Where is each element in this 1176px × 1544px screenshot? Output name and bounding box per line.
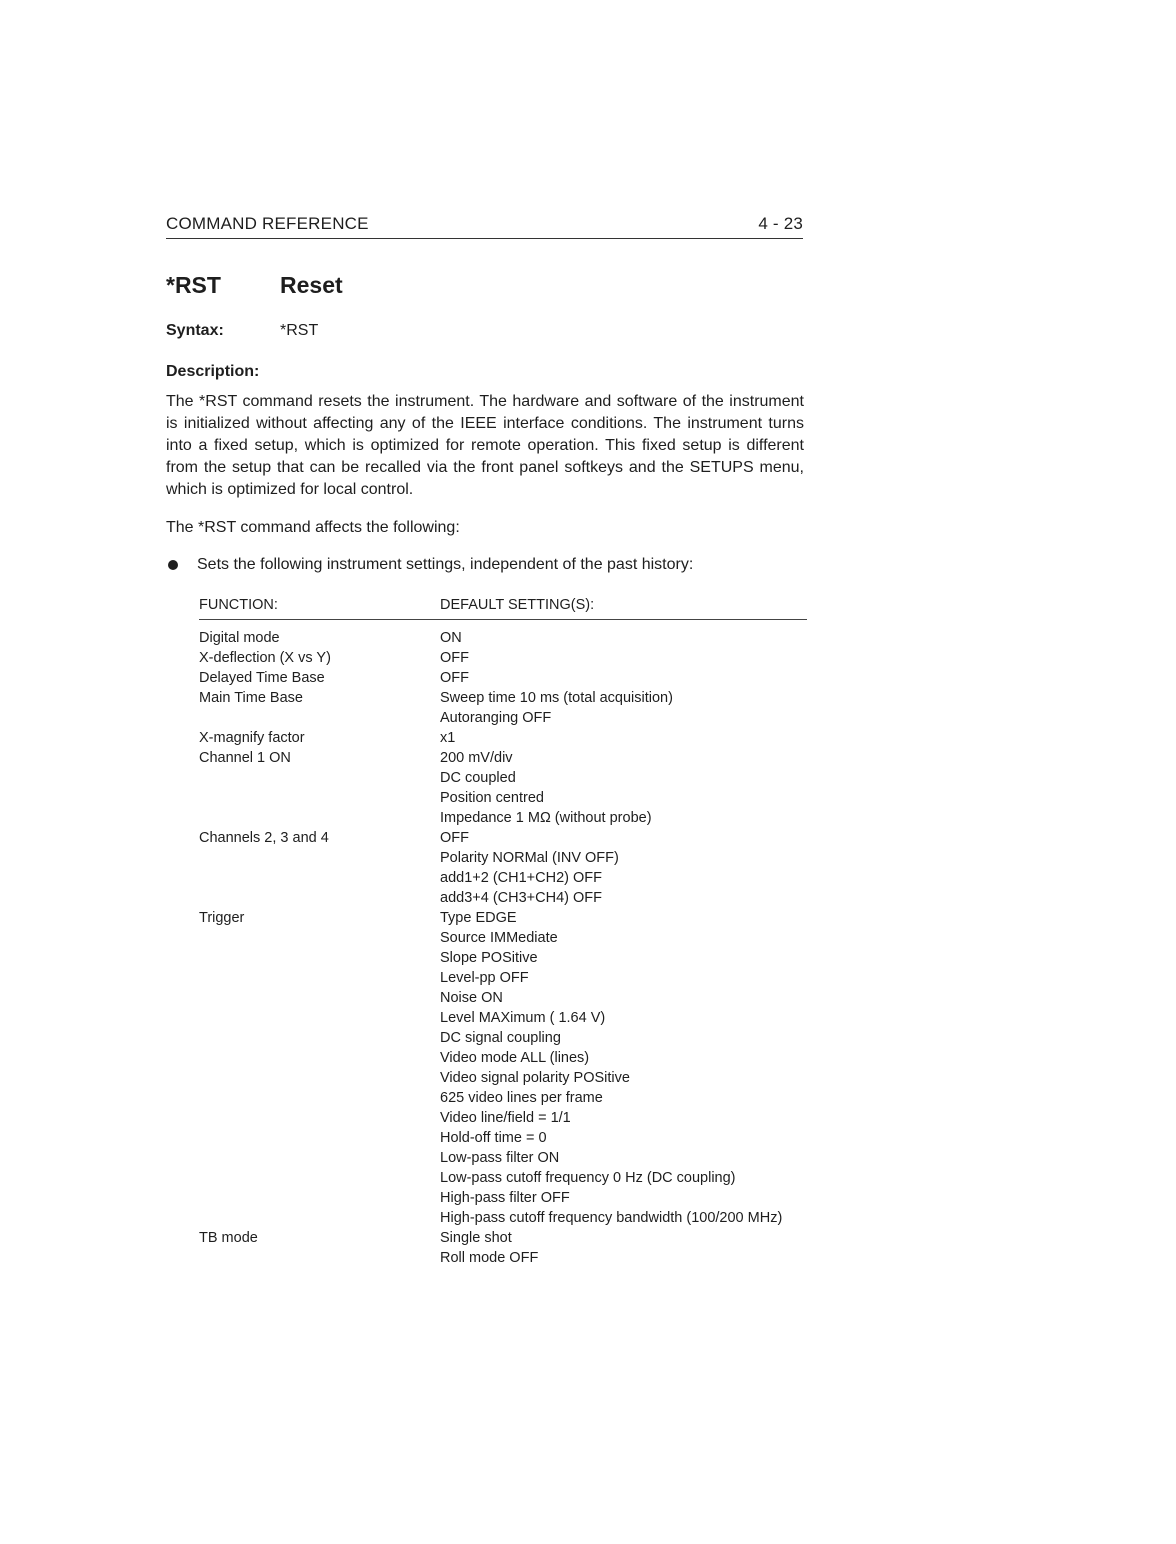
default-cell: Type EDGE bbox=[440, 910, 517, 926]
table-row bbox=[199, 1148, 807, 1168]
default-cell: Position centred bbox=[440, 790, 544, 806]
default-cell: Impedance 1 MΩ (without probe) bbox=[440, 810, 652, 826]
default-cell: Video signal polarity POSitive bbox=[440, 1070, 630, 1086]
table-row bbox=[199, 828, 807, 848]
table-row bbox=[199, 708, 807, 728]
function-cell: Channel 1 ON bbox=[199, 750, 291, 766]
table-row bbox=[199, 1228, 807, 1248]
default-cell: add1+2 (CH1+CH2) OFF bbox=[440, 870, 602, 886]
default-cell: High-pass cutoff frequency bandwidth (100/200 MHz) bbox=[440, 1210, 783, 1226]
default-cell: Hold-off time = 0 bbox=[440, 1130, 547, 1146]
table-row bbox=[199, 628, 807, 648]
default-cell: Roll mode OFF bbox=[440, 1250, 539, 1266]
default-cell: Level MAXimum ( 1.64 V) bbox=[440, 1010, 606, 1026]
default-cell: OFF bbox=[440, 670, 469, 686]
default-cell: Video line/field = 1/1 bbox=[440, 1110, 571, 1126]
settings-table-body bbox=[199, 628, 807, 1268]
default-cell: Slope POSitive bbox=[440, 950, 538, 966]
default-cell: Low-pass filter ON bbox=[440, 1150, 560, 1166]
table-row bbox=[199, 1028, 807, 1048]
table-row bbox=[199, 728, 807, 748]
section-title: COMMAND REFERENCE bbox=[166, 214, 369, 233]
table-row bbox=[199, 908, 807, 928]
table-row bbox=[199, 988, 807, 1008]
syntax-value: *RST bbox=[280, 322, 319, 339]
default-cell: ON bbox=[440, 630, 462, 646]
function-cell: Digital mode bbox=[199, 630, 280, 646]
table-row bbox=[199, 1248, 807, 1268]
function-cell: X-magnify factor bbox=[199, 730, 305, 746]
description-heading: Description: bbox=[166, 363, 260, 380]
table-row bbox=[199, 788, 807, 808]
function-cell: Delayed Time Base bbox=[199, 670, 325, 686]
bullet-dot-icon bbox=[168, 560, 178, 570]
default-cell: 200 mV/div bbox=[440, 750, 513, 766]
default-cell: 625 video lines per frame bbox=[440, 1090, 603, 1106]
default-cell: DC signal coupling bbox=[440, 1030, 561, 1046]
table-row bbox=[199, 1048, 807, 1068]
default-cell: Level-pp OFF bbox=[440, 970, 529, 986]
default-cell: High-pass filter OFF bbox=[440, 1190, 570, 1206]
default-cell: Sweep time 10 ms (total acquisition) bbox=[440, 690, 673, 706]
settings-table-header bbox=[199, 597, 807, 620]
default-cell: Noise ON bbox=[440, 990, 503, 1006]
function-cell: Channels 2, 3 and 4 bbox=[199, 830, 329, 846]
table-row bbox=[199, 1008, 807, 1028]
default-cell: Video mode ALL (lines) bbox=[440, 1050, 590, 1066]
table-row bbox=[199, 848, 807, 868]
function-cell: Main Time Base bbox=[199, 690, 303, 706]
table-row bbox=[199, 1068, 807, 1088]
table-row bbox=[199, 1088, 807, 1108]
affects-line: The *RST command affects the following: bbox=[166, 519, 460, 536]
default-cell: Autoranging OFF bbox=[440, 710, 552, 726]
column-header-function: FUNCTION: bbox=[199, 597, 278, 613]
table-row bbox=[199, 768, 807, 788]
default-cell: OFF bbox=[440, 650, 469, 666]
table-row bbox=[199, 968, 807, 988]
default-cell: Single shot bbox=[440, 1230, 512, 1246]
function-cell: Trigger bbox=[199, 910, 245, 926]
function-cell: X-deflection (X vs Y) bbox=[199, 650, 331, 666]
table-row bbox=[199, 1168, 807, 1188]
table-row bbox=[199, 1128, 807, 1148]
table-row bbox=[199, 948, 807, 968]
bullet-text: Sets the following instrument settings, independent of the past history: bbox=[197, 556, 694, 573]
description-paragraph: The *RST command resets the instrument. The hardware and software of the instrument is initialized without affecting any of the IEEE interface conditions. The instrument turns into a fixed setup, which is optimized for remote operation. This fixed setup is different from the setup that can be recalled via the front panel softkeys and the SETUPS menu, which is optimized for local control. bbox=[166, 393, 804, 498]
table-row bbox=[199, 928, 807, 948]
default-cell: Low-pass cutoff frequency 0 Hz (DC coupling) bbox=[440, 1170, 736, 1186]
table-row bbox=[199, 808, 807, 828]
function-cell: TB mode bbox=[199, 1230, 258, 1246]
command-name: Reset bbox=[280, 272, 343, 298]
table-row bbox=[199, 1208, 807, 1228]
table-row bbox=[199, 668, 807, 688]
default-cell: Source IMMediate bbox=[440, 930, 558, 946]
table-row bbox=[199, 868, 807, 888]
table-row bbox=[199, 648, 807, 668]
table-row bbox=[199, 888, 807, 908]
running-header bbox=[166, 214, 803, 239]
command-mnemonic: *RST bbox=[166, 272, 221, 298]
default-cell: add3+4 (CH3+CH4) OFF bbox=[440, 890, 602, 906]
syntax-label: Syntax: bbox=[166, 322, 224, 339]
page-number: 4 - 23 bbox=[758, 214, 803, 233]
settings-table bbox=[199, 597, 807, 1268]
default-cell: x1 bbox=[440, 730, 456, 746]
default-cell: DC coupled bbox=[440, 770, 516, 786]
table-row bbox=[199, 748, 807, 768]
table-row bbox=[199, 1108, 807, 1128]
table-row bbox=[199, 1188, 807, 1208]
default-cell: Polarity NORMal (INV OFF) bbox=[440, 850, 619, 866]
table-row bbox=[199, 688, 807, 708]
column-header-default: DEFAULT SETTING(S): bbox=[440, 597, 595, 613]
default-cell: OFF bbox=[440, 830, 469, 846]
